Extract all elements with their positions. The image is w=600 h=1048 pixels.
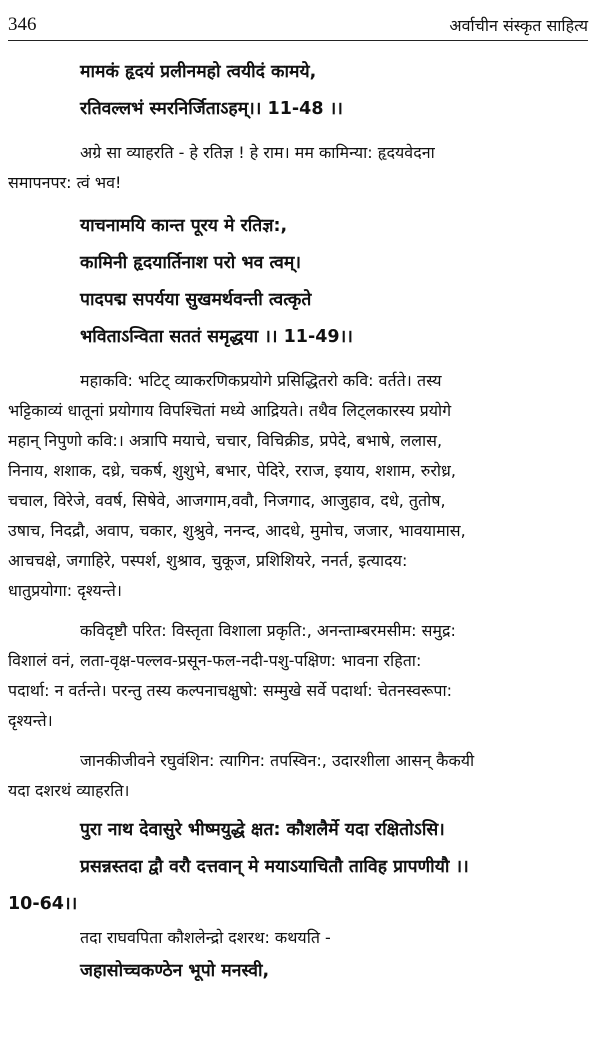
page-body — [8, 54, 586, 990]
prose-line: महान् निपुणो कवि:। अत्रापि मयाचे, चचार, विचिक्रीड, प्रपेदे, बभाषे, ललास, — [8, 431, 443, 450]
verse-line: जहासोच्चकण्ठेन भूपो मनस्वी, — [80, 961, 270, 981]
verse-line: याचनामयि कान्त पूरय मे रतिज्ञ:, — [80, 216, 288, 236]
prose-line: भट्टिकाव्यं धातूनां प्रयोगाय विपश्चितां मध्ये आद्रियते। तथैव लिट्लकारस्य प्रयोगे — [8, 401, 452, 420]
verse-line: भविताऽन्विता सततं समृद्धया ।। 11-49।। — [80, 327, 353, 347]
prose-line: महाकवि: भटिट् व्याकरणिकप्रयोगे प्रसिद्धितरो कवि: वर्तते। तस्य — [80, 371, 442, 390]
prose-line: यदा दशरथं व्याहरति। — [8, 781, 130, 800]
prose-line: कविदृष्टौ परित: विस्तृता विशाला प्रकृति:, अनन्ताम्बरमसीम: समुद्र: — [80, 621, 456, 640]
page-number: 346 — [8, 14, 37, 35]
prose-line: समापनपर: त्वं भव! — [8, 173, 122, 192]
verse-line: कामिनी हृदयार्तिनाश परो भव त्वम्। — [80, 253, 301, 273]
prose-line: निनाय, शशाक, दध्रे, चकर्ष, शुशुभे, बभार, पेदिरे, रराज, इयाय, शशाम, रुरोध्र, — [8, 461, 456, 480]
prose-line: अग्रे सा व्याहरति - हे रतिज्ञ ! हे राम। मम कामिन्या: हृदयवेदना — [80, 143, 435, 162]
verse-line: पादपद्म सपर्यया सुखमर्थवन्ती त्वत्कृते — [80, 290, 312, 310]
running-title: अर्वाचीन संस्कृत साहित्य — [449, 16, 588, 35]
verse-line: रतिवल्लभं स्मरनिर्जिताऽहम्।। 11-48 ।। — [80, 99, 343, 119]
prose-line: तदा राघवपिता कौशलेन्द्रो दशरथ: कथयति - — [80, 928, 331, 947]
prose-line: जानकीजीवने रघुवंशिन: त्यागिन: तपस्विन:, उदारशीला आसन् कैकयी — [80, 751, 475, 770]
prose-line: उषाच, निदद्रौ, अवाप, चकार, शुश्रुवे, ननन्द, आदधे, मुमोच, जजार, भावयामास, — [8, 521, 466, 540]
page-header — [8, 14, 588, 41]
verse-line: मामकं हृदयं प्रलीनमहो त्वयीदं कामये, — [80, 62, 317, 82]
prose-line: पदार्था: न वर्तन्ते। परन्तु तस्य कल्पनाचक्षुषो: सम्मुखे सर्वे पदार्था: चेतनस्वरूपा: — [8, 681, 453, 700]
verse-line: 10-64।। — [8, 894, 78, 914]
prose-line: चचाल, विरेजे, ववर्ष, सिषेवे, आजगाम,ववौ, निजगाद, आजुहाव, दधे, तुतोष, — [8, 491, 446, 510]
prose-line: दृश्यन्ते। — [8, 711, 53, 730]
prose-line: आचचक्षे, जगाहिरे, पस्पर्श, शुश्राव, चुकूज, प्रशिशियरे, ननर्त, इत्यादय: — [8, 551, 408, 570]
prose-line: धातुप्रयोगा: दृश्यन्ते। — [8, 581, 122, 600]
verse-line: प्रसन्नस्तदा द्वौ वरौ दत्तवान् मे मयाऽयाचितौ ताविह प्रापणीयौ ।। — [80, 857, 469, 877]
verse-line: पुरा नाथ देवासुरे भीष्मयुद्धे क्षत: कौशलैर्मे यदा रक्षितोऽसि। — [80, 820, 445, 840]
prose-line: विशालं वनं, लता-वृक्ष-पल्लव-प्रसून-फल-नदी-पशु-पक्षिण: भावना रहिता: — [8, 651, 422, 670]
